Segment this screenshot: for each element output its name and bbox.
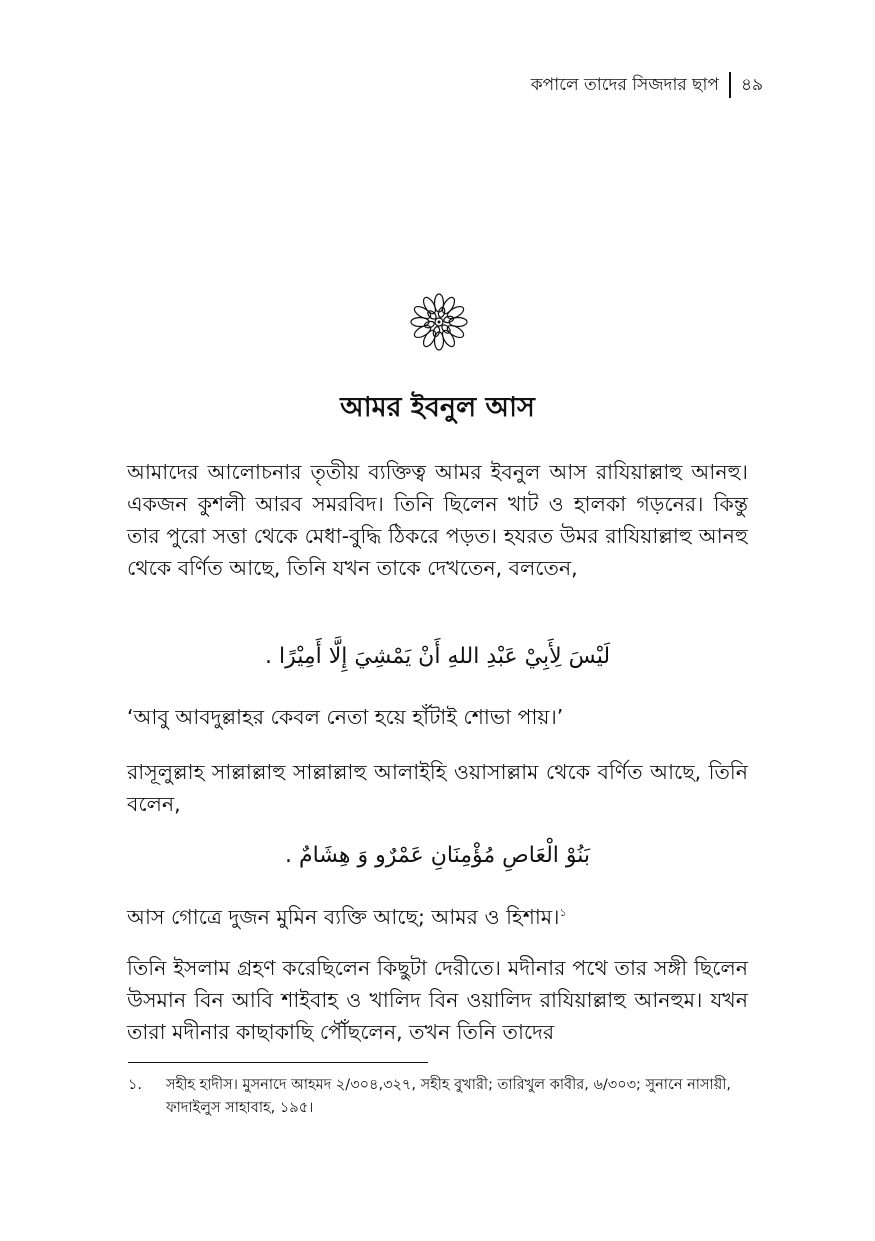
running-header (531, 72, 763, 98)
arabic-quote-hadith: بَنُوْ الْعَاصِ مُؤْمِنَانِ عَمْرٌو وَ هِشَامٌ . (284, 843, 591, 868)
arabic-quote-umar: لَيْسَ لِأَبِيْ عَبْدِ اللهِ أَنْ يَمْشِيَ إِلَّا أَمِيْرًا . (264, 644, 611, 669)
chapter-title: আমর ইবনুল আস (340, 392, 535, 423)
header-separator (729, 72, 731, 98)
paragraph-translation-2 (127, 897, 748, 933)
paragraph-intro: আমাদের আলোচনার তৃতীয় ব্যক্তিত্ব আমর ইবনুল আস রাযিয়াল্লাহু আনহু। একজন কুশলী আরব সমরবিদ। তিনি ছিলেন খাট ও হালকা গড়নের। কিন্তু তার পুরো সত্তা থেকে মেধা-বুদ্ধি ঠিকরে পড়ত। হযরত উমর রাযিয়াল্লাহু আনহু থেকে বর্ণিত আছে, তিনি যখন তাকে দেখতেন, বলতেন, (127, 460, 748, 580)
paragraph-conversion: তিনি ইসলাম গ্রহণ করেছিলেন কিছুটা দেরীতে। মদীনার পথে তার সঙ্গী ছিলেন উসমান বিন আবি শাইবাহ ও খালিদ বিন ওয়ালিদ রাযিয়াল্লাহু আনহুম। যখন তারা মদীনার কাছাকাছি পৌঁছলেন, তখন তিনি তাদের (127, 956, 748, 1044)
footnote-text: সহীহ হাদীস। মুসনাদে আহমদ ২/৩০৪,৩২৭, সহীহ বুখারী; তারিখুল কাবীর, ৬/৩০৩; সুনানে নাসায়ী, ফাদাইলুস সাহাবাহ, ১৯৫। (166, 1077, 732, 1116)
flower-ornament-icon (410, 293, 468, 351)
page-number: ৪৯ (740, 75, 763, 95)
footnote-reference[interactable]: ১ (559, 906, 567, 919)
paragraph-hadith-intro: রাসূলুল্লাহ সাল্লাল্লাহু সাল্লাল্লাহু আলাইহি ওয়াসাল্লাম থেকে বর্ণিত আছে, তিনি বলেন, (127, 760, 748, 816)
paragraph-translation-1: ‘আবু আবদুল্লাহর কেবল নেতা হয়ে হাঁটাই শোভা পায়।’ (127, 705, 564, 729)
translation-2-text: আস গোত্রে দুজন মুমিন ব্যক্তি আছে; আমর ও হিশাম। (127, 904, 560, 929)
footnote-number: ১. (128, 1077, 143, 1093)
running-title: কপালে তাদের সিজদার ছাপ (530, 75, 719, 95)
footnote-divider (128, 1062, 428, 1063)
footnote (128, 1074, 750, 1120)
